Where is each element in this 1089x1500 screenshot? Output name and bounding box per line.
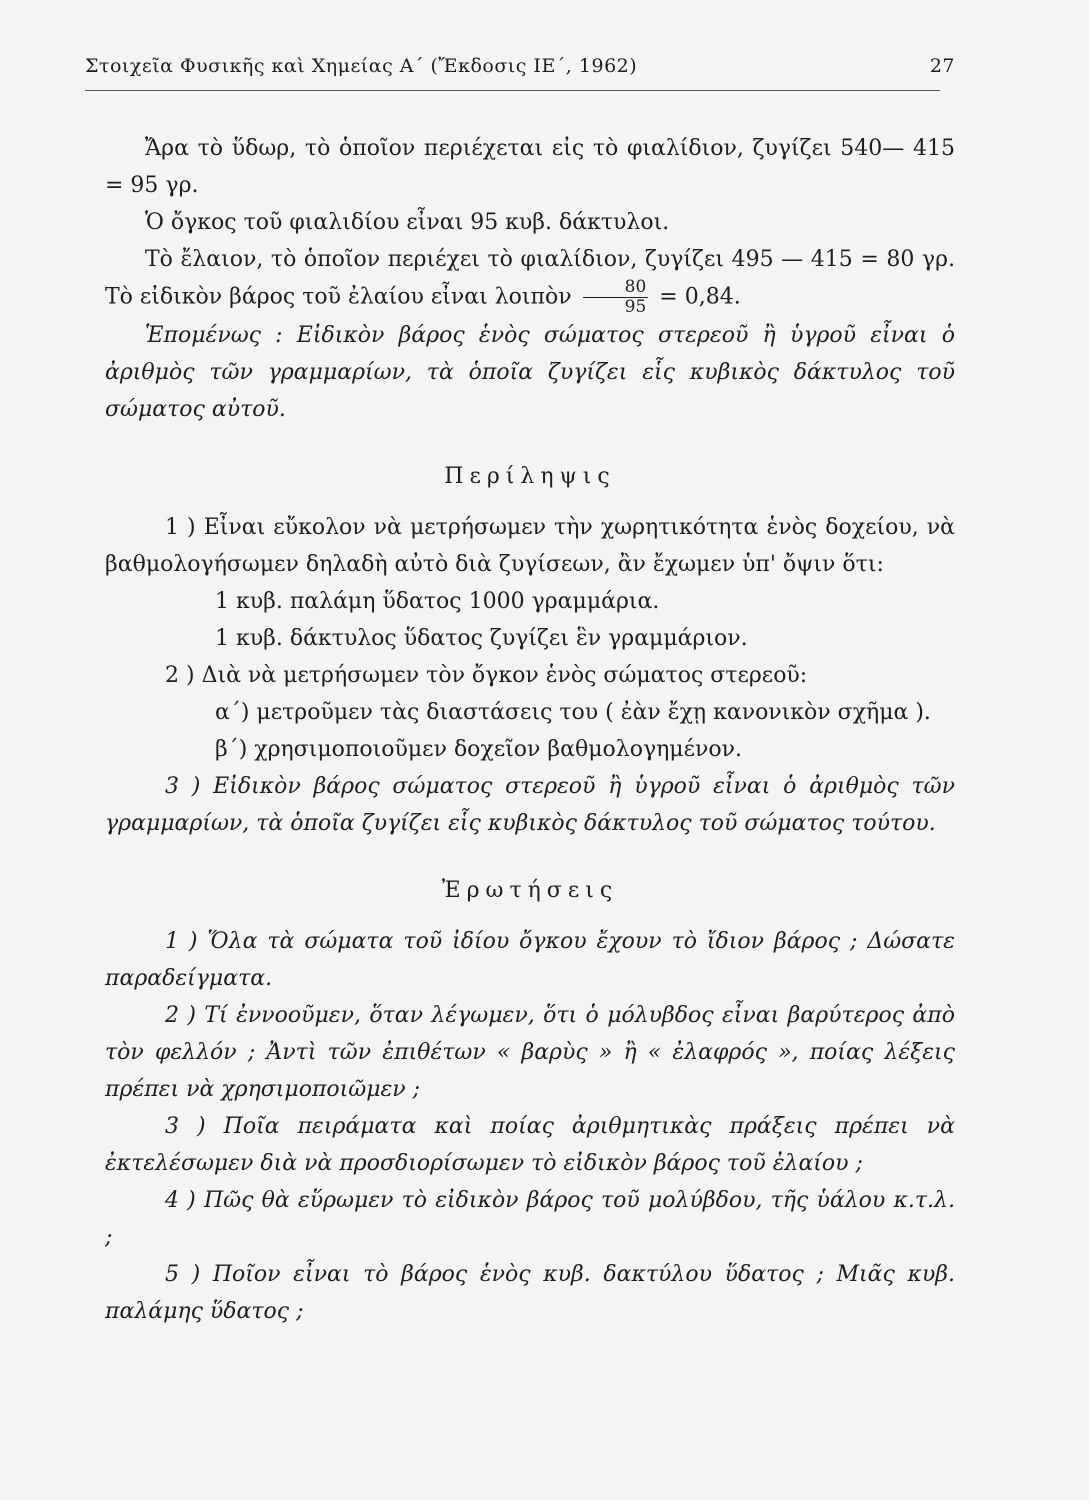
question-3: 3 ) Ποῖα πειράματα καὶ ποίας ἀριθμητικὰς πράξεις πρέπει νὰ ἐκτελέσωμεν διὰ νὰ προσδιορίσωμεν τὸ εἰδικὸν βάρος τοῦ ἐλαίου ; bbox=[105, 1114, 955, 1176]
running-header bbox=[85, 55, 955, 77]
book-title: Στοιχεῖα Φυσικῆς καὶ Χημείας Α΄ (Ἔκδοσις ΙΕ΄, 1962) bbox=[85, 55, 638, 77]
definition-paragraph: Ἑπομένως : Εἰδικὸν βάρος ἑνὸς σώματος στερεοῦ ἢ ὑγροῦ εἶναι ὁ ἀριθμὸς τῶν γραμμαρίων, τὰ ὁποῖα ζυγίζει εἷς κυβικὸς δάκτυλος τοῦ σώματος αὐτοῦ. bbox=[105, 323, 955, 422]
oil-fraction bbox=[583, 278, 649, 317]
summary-heading: Περίληψις bbox=[444, 464, 616, 489]
question-2: 2 ) Τί ἐννοοῦμεν, ὅταν λέγωμεν, ὅτι ὁ μόλυβδος εἶναι βαρύτερος ἀπὸ τὸν φελλόν ; Ἀντὶ τῶν ἐπιθέτων « βαρὺς » ἢ « ἐλαφρός », ποίας λέξεις πρέπει νὰ χρησιμοποιῶμεν ; bbox=[105, 1003, 955, 1102]
summary-item-2a: α΄) μετροῦμεν τὰς διαστάσεις του ( ἐὰν ἔχῃ κανονικὸν σχῆμα ). bbox=[215, 700, 931, 725]
fraction-numerator: 80 bbox=[583, 278, 649, 298]
summary-item-2: 2 ) Διὰ νὰ μετρήσωμεν τὸν ὄγκον ἑνὸς σώματος στερεοῦ: bbox=[165, 663, 808, 688]
question-4: 4 ) Πῶς θὰ εὕρωμεν τὸ εἰδικὸν βάρος τοῦ μολύβδου, τῆς ὑάλου κ.τ.λ. ; bbox=[105, 1188, 955, 1250]
fraction-denominator: 95 bbox=[624, 297, 647, 317]
question-1: 1 ) Ὅλα τὰ σώματα τοῦ ἰδίου ὄγκου ἔχουν τὸ ἴδιον βάρος ; Δώσατε παραδείγματα. bbox=[105, 929, 955, 991]
page-number: 27 bbox=[929, 55, 955, 77]
paragraph-oil bbox=[105, 241, 955, 317]
paragraph-volume: Ὁ ὄγκος τοῦ φιαλιδίου εἶναι 95 κυβ. δάκτυλοι. bbox=[145, 210, 670, 235]
summary-item-1: 1 ) Εἶναι εὔκολον νὰ μετρήσωμεν τὴν χωρητικότητα ἑνὸς δοχείου, νὰ βαθμολογήσωμεν δηλαδὴ αὐτὸ διὰ ζυγίσεων, ἂν ἔχωμεν ὑπ' ὄψιν ὅτι: bbox=[105, 515, 955, 577]
oil-text: Τὸ ἔλαιον, τὸ ὁποῖον περιέχει τὸ φιαλίδιον, ζυγίζει 495 — 415 = 80 γρ. Τὸ εἰδικὸν βάρος τοῦ ἐλαίου εἶναι λοιπὸν bbox=[105, 247, 955, 310]
oil-result: = 0,84. bbox=[659, 284, 741, 310]
summary-item-1b: 1 κυβ. δάκτυλος ὕδατος ζυγίζει ἓν γραμμάριον. bbox=[215, 626, 748, 651]
questions-heading: Ἐρωτήσεις bbox=[441, 878, 619, 903]
summary-item-2b: β΄) χρησιμοποιοῦμεν δοχεῖον βαθμολογημένον. bbox=[215, 737, 742, 762]
summary-item-1a: 1 κυβ. παλάμη ὕδατος 1000 γραμμάρια. bbox=[215, 589, 660, 614]
header-rule bbox=[85, 90, 940, 91]
main-text bbox=[105, 130, 955, 1330]
summary-item-3: 3 ) Εἰδικὸν βάρος σώματος στερεοῦ ἢ ὑγροῦ εἶναι ὁ ἀριθμὸς τῶν γραμμαρίων, τὰ ὁποῖα ζυγίζει εἷς κυβικὸς δάκτυλος τοῦ σώματος τούτου. bbox=[105, 774, 955, 836]
question-5: 5 ) Ποῖον εἶναι τὸ βάρος ἑνὸς κυβ. δακτύλου ὕδατος ; Μιᾶς κυβ. παλάμης ὕδατος ; bbox=[105, 1262, 955, 1324]
paragraph-water-weight: Ἄρα τὸ ὕδωρ, τὸ ὁποῖον περιέχεται εἰς τὸ φιαλίδιον, ζυγίζει 540— 415 = 95 γρ. bbox=[105, 136, 955, 198]
